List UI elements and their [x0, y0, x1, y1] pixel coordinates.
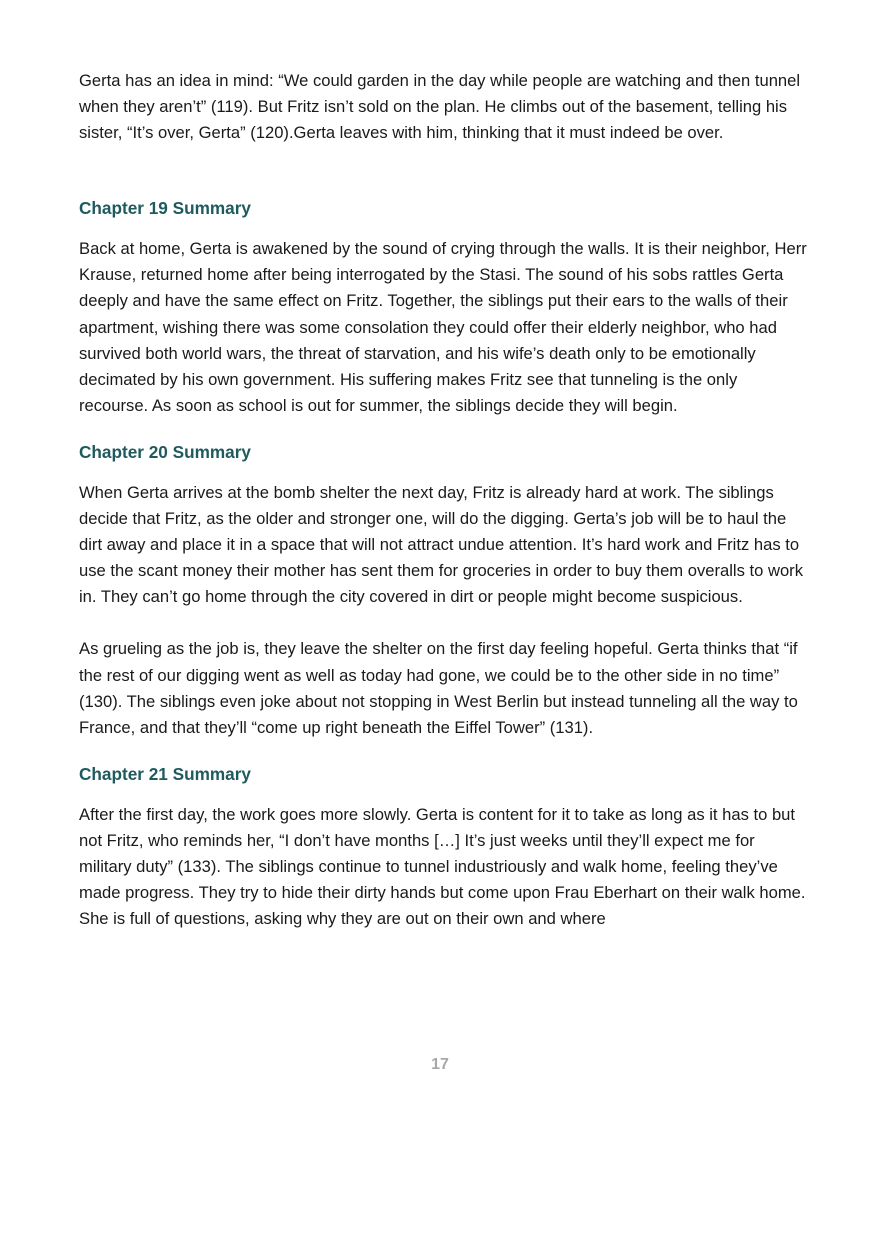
chapter-20-heading: Chapter 20 Summary [79, 441, 251, 462]
document-page [79, 68, 807, 932]
intro-paragraph: Gerta has an idea in mind: “We could garden in the day while people are watching and then tunnel when they aren’t” (119). But Fritz isn’t sold on the plan. He climbs out of the basement, telling his sister, “It’s over, Gerta” (120).Gerta leaves with him, thinking that it must indeed be over. [79, 71, 801, 143]
chapter-21-paragraph: After the first day, the work goes more slowly. Gerta is content for it to take as long as it has to but not Fritz, who reminds her, “I don’t have months […] It’s just weeks until they’ll expect me for military duty” (133). The siblings continue to tunnel industriously and walk home, feeling they’ve made progress. They try to hide their dirty hands but come upon Frau Eberhart on their walk home. She is full of questions, asking why they are out on their own and where [79, 804, 806, 929]
chapter-20-paragraph-1: When Gerta arrives at the bomb shelter the next day, Fritz is already hard at work. The siblings decide that Fritz, as the older and stronger one, will do the digging. Gerta’s job will be to haul the dirt away and place it in a space that will not attract undue attention. It’s hard work and Fritz has to use the scant money their mother has sent them for groceries in order to buy them overalls to work in. They can’t go home through the city covered in dirt or people might become suspicious. [79, 482, 804, 607]
chapter-19-heading: Chapter 19 Summary [79, 198, 251, 219]
page-number: 17 [431, 1056, 449, 1073]
chapter-21-heading: Chapter 21 Summary [79, 763, 251, 784]
chapter-20-paragraph-2: As grueling as the job is, they leave the shelter on the first day feeling hopeful. Gerta thinks that “if the rest of our digging went as well as today had gone, we could be to the other side in no time” (130). The siblings even joke about not stopping in West Berlin but instead tunneling all the way to France, and that they’ll “come up right beneath the Eiffel Tower” (131). [79, 639, 798, 737]
chapter-19-paragraph: Back at home, Gerta is awakened by the sound of crying through the walls. It is their neighbor, Herr Krause, returned home after being interrogated by the Stasi. The sound of his sobs rattles Gerta deeply and have the same effect on Fritz. Together, the siblings put their ears to the walls of their apartment, wishing there was some consolation they could offer their elderly neighbor, who had survived both world wars, the threat of starvation, and his wife’s death only to be emotionally decimated by his own government. His suffering makes Fritz see that tunneling is the only recourse. As soon as school is out for summer, the siblings decide they will begin. [79, 239, 807, 415]
